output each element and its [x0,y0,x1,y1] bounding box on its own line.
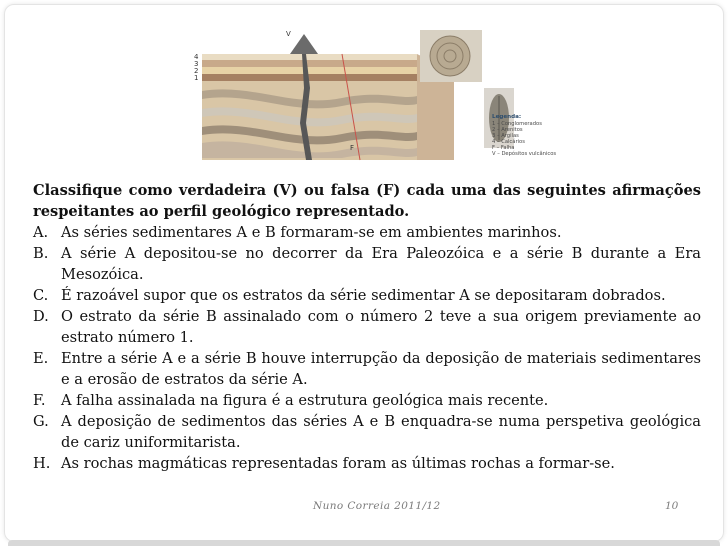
label-3: 3 [194,60,199,68]
layer-1-conglomerate [202,74,417,81]
statement-letter: H. [33,455,51,472]
statement-text: É razoável supor que os estratos da série sedimentar A se depositaram dobrados. [61,287,666,304]
legend-title: Legenda: [492,114,522,120]
legend-item: 3 – Argilas [492,133,519,139]
statement-text: A falha assinalada na figura é a estrutura geológica mais recente. [61,392,549,409]
statement-d [33,306,701,348]
statement-letter: E. [33,350,49,367]
layer-3-clay [202,60,417,67]
geological-profile-illustration [192,28,568,176]
slide-bottom-bar [8,540,720,546]
ammonite-icon [430,36,470,76]
statement-letter: F. [33,392,46,409]
statement-letter: G. [33,413,49,430]
volcanic-deposit [290,34,318,54]
legend-item: V – Depósitos vulcânicos [492,151,557,157]
label-2: 2 [194,67,199,75]
statement-text: As rochas magmáticas representadas foram as últimas rochas a formar-se. [61,455,615,472]
question-block [33,180,701,474]
statement-c [33,285,701,306]
statement-text: O estrato da série B assinalado com o número 2 teve a sua origem previamente ao estrato número 1. [61,308,701,346]
statement-h [33,453,701,474]
statement-e [33,348,701,390]
label-f: F [350,144,355,152]
statement-b [33,243,701,285]
statement-letter: C. [33,287,49,304]
legend-item: 2 – Arenitos [492,127,523,133]
layer-4-limestone [202,54,417,60]
statement-letter: B. [33,245,49,262]
label-v: V [286,30,291,38]
statement-letter: A. [33,224,49,241]
question-intro: Classifique como verdadeira (V) ou falsa (F) cada uma das seguintes afirmações respeitantes ao perfil geológico representado. [33,182,701,220]
statement-letter: D. [33,308,49,325]
legend-item: F – Falha [492,145,515,151]
label-1: 1 [194,74,199,82]
layer-2-sandstone [202,67,417,74]
legend-item: 4 – Calcários [492,139,525,145]
label-4: 4 [194,53,199,61]
statement-text: As séries sedimentares A e B formaram-se em ambientes marinhos. [61,224,562,241]
statement-f [33,390,701,411]
statement-text: A deposição de sedimentos das séries A e B enquadra-se numa perspetiva geológica de cariz uniformitarista. [61,413,701,451]
statement-text: Entre a série A e a série B houve interrupção da deposição de materiais sedimentares e a erosão de estratos da série A. [61,350,701,388]
statement-g [33,411,701,453]
page-number: 10 [665,500,679,512]
legend-item: 1 – Conglomerados [492,121,542,127]
footer-author: Nuno Correia 2011/12 [313,500,441,512]
statement-a [33,222,701,243]
statement-text: A série A depositou-se no decorrer da Era Paleozóica e a série B durante a Era Mesozóica. [61,245,701,283]
geological-profile-figure [192,28,568,176]
